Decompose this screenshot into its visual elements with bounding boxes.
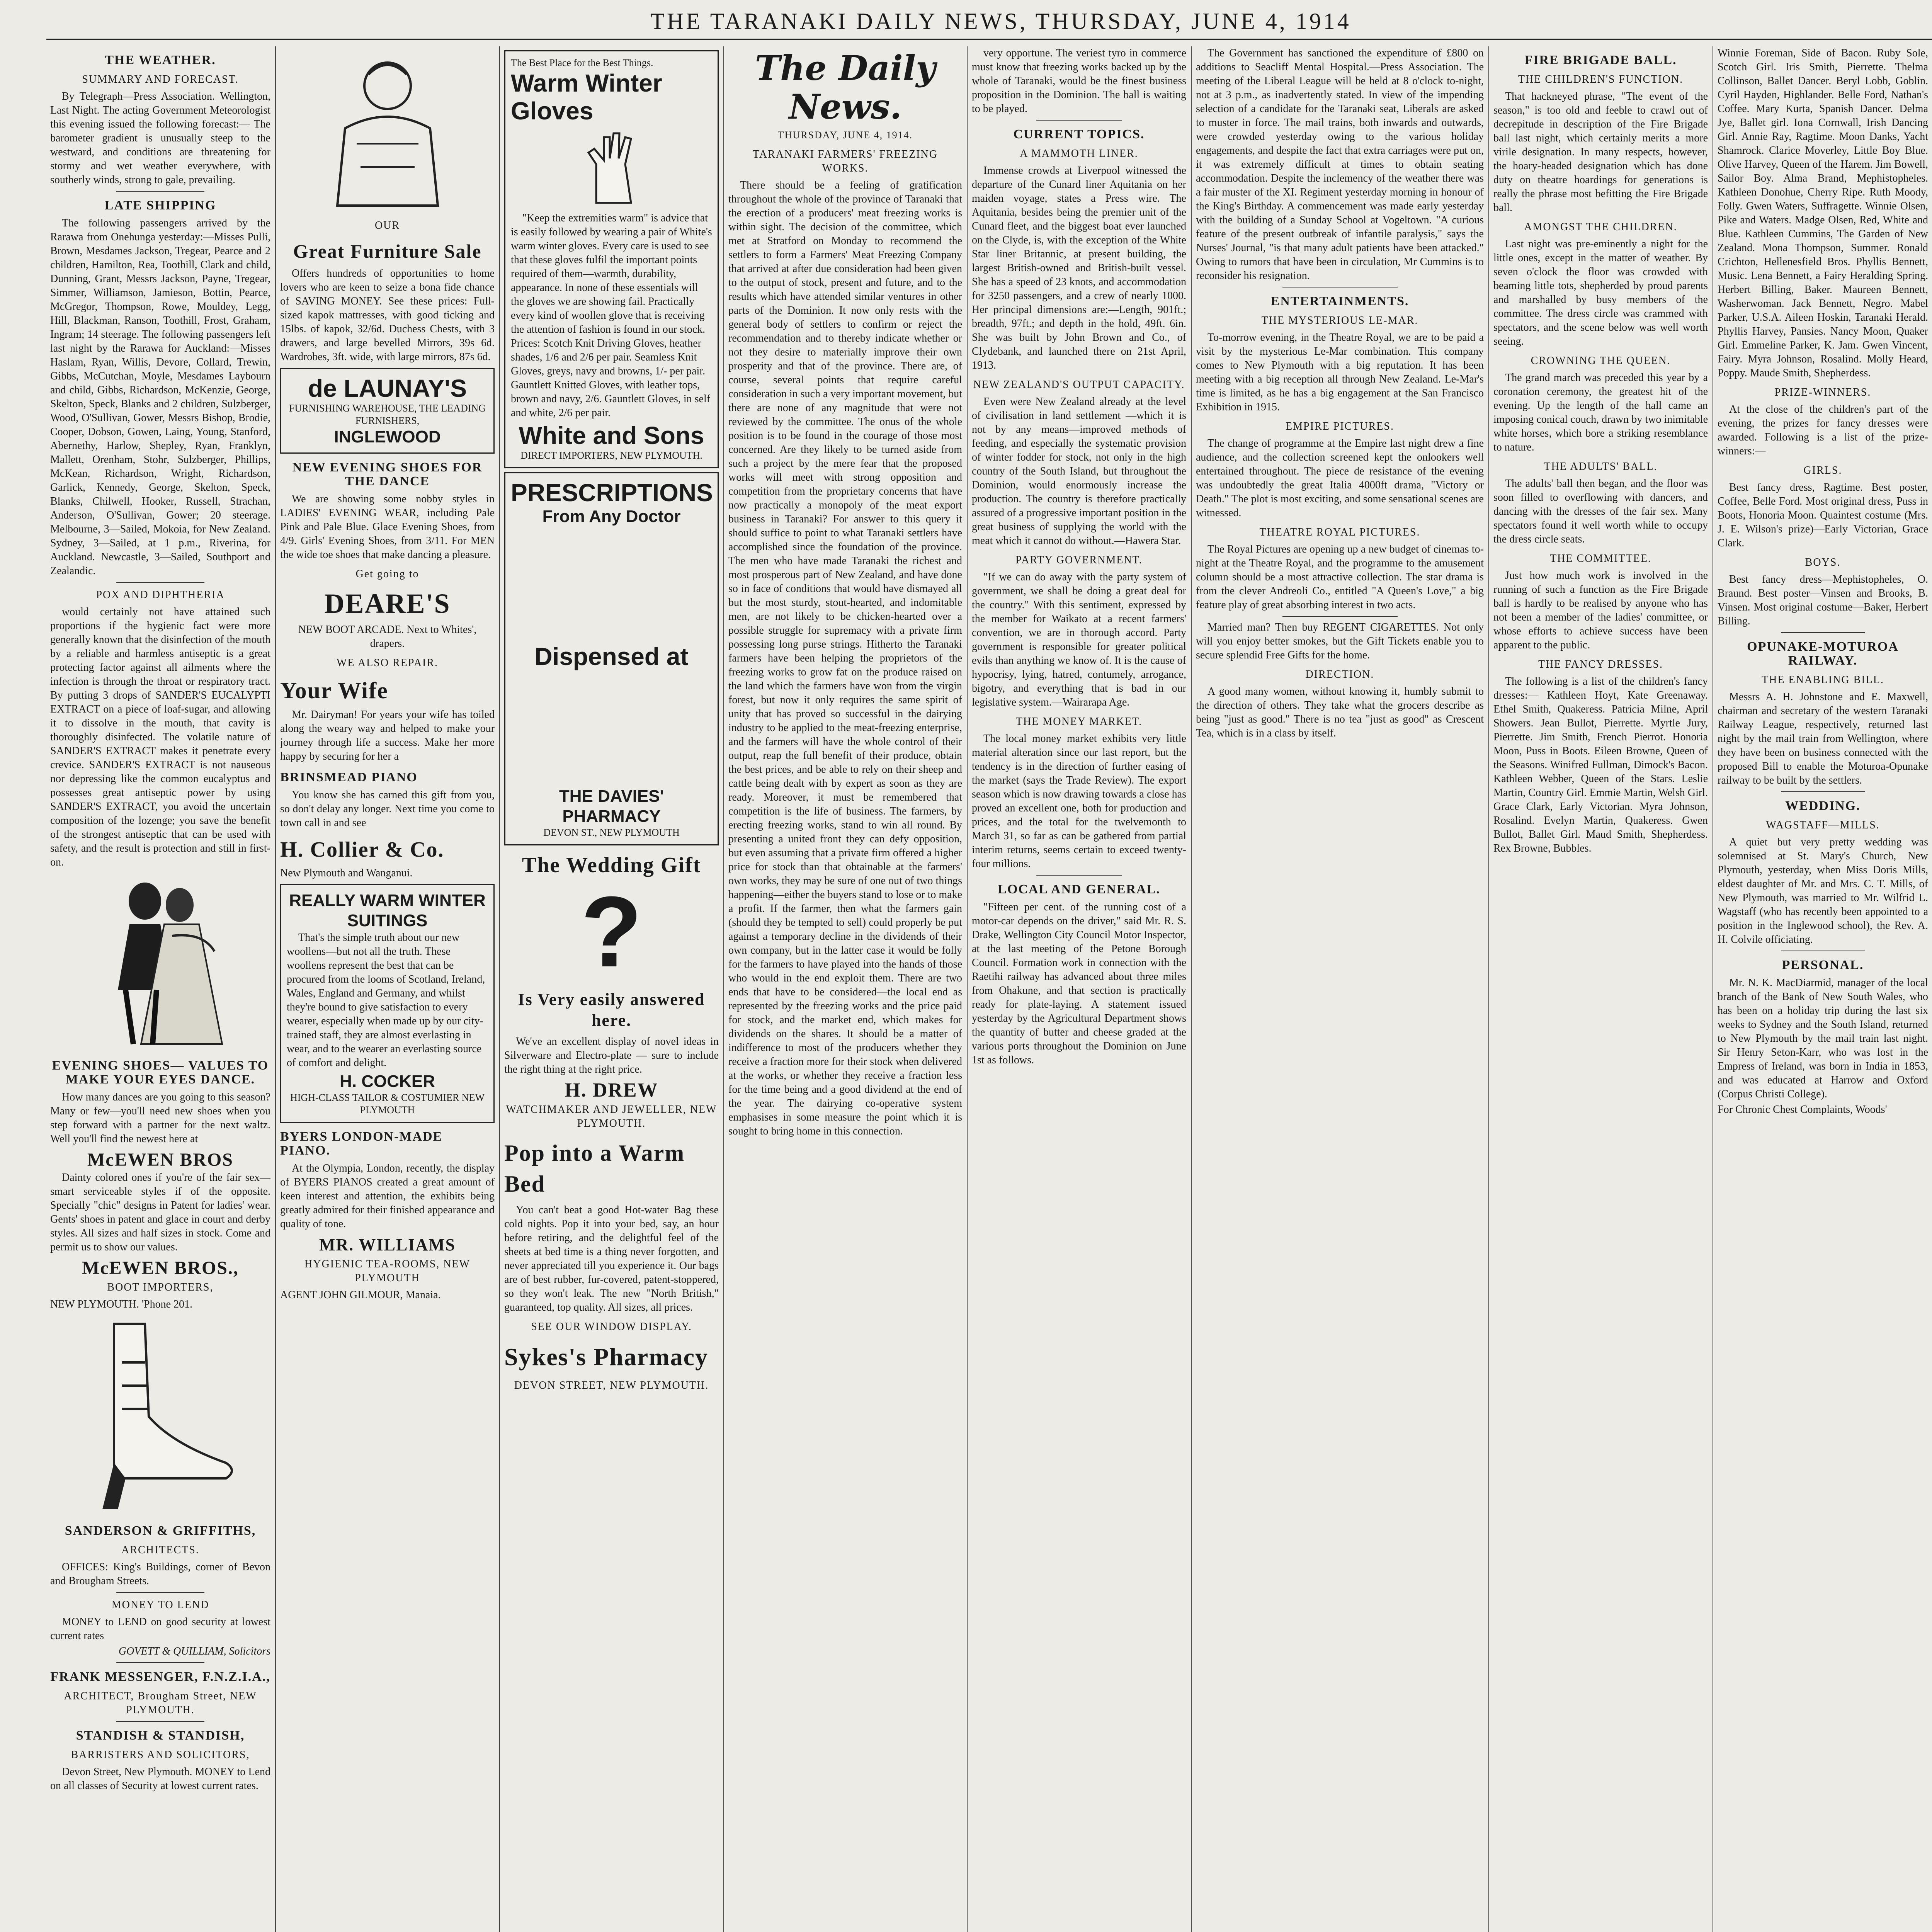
editorial-heading: TARANAKI FARMERS' FREEZING WORKS. — [753, 148, 938, 174]
warm-suitings-text: That's the simple truth about our new woollens—but not all the truth. These woollens represent the best that can be procured from the looms of Scotland, Ireland, Wales, England and Germany, and whilst they're bound to give satisfaction to every wearer, especially when made up by our city-trained staff, they are almost everlasting in wear, and to the wearer an everlasting source of comfort and delight. — [287, 932, 485, 1069]
childrens-function-text: That hackneyed phrase, "The event of the season," is too old and feeble to crawl out of decrepitude in description of the Fire Brigade ball last night, which certainly merits a more virile designation. In many respects, however, the hoary-headed designation which has done duty on theatre hoardings for generations is really the phrase most befitting the Fire Brigade ball. — [1493, 90, 1708, 214]
girls-text: Best fancy dress, Ragtime. Best poster, Coffee, Belle Ford. Most original dress, Puss in Boots, Honoria Moon. Quaintest costume (Mrs. J. E. Wilson's prize)—Early Victorian, Grace Clark. — [1718, 481, 1928, 549]
shoe-illustration — [79, 1316, 242, 1517]
amongst-children-heading: AMONGST THE CHILDREN. — [1524, 221, 1677, 233]
warm-suitings-ad — [280, 884, 495, 1123]
delaunay-town: INGLEWOOD — [334, 427, 441, 446]
whites-subheading: DIRECT IMPORTERS, NEW PLYMOUTH. — [520, 450, 702, 461]
mcewen-brand-2: McEWEN BROS., — [82, 1258, 239, 1278]
cocker-subheading: HIGH-CLASS TAILOR & COSTUMIER NEW PLYMOUTH — [290, 1092, 485, 1116]
prescriptions-ad — [504, 472, 719, 845]
your-wife-text: Mr. Dairyman! For years your wife has toiled along the weary way and helped to make your journey through life a success. Make her more happy by securing for her a — [280, 709, 495, 762]
collier-subheading: New Plymouth and Wanganui. — [280, 867, 413, 879]
williams-subheading: HYGIENIC TEA-ROOMS, NEW PLYMOUTH — [304, 1258, 470, 1284]
divider — [1036, 120, 1122, 121]
messenger-subheading: ARCHITECT, Brougham Street, NEW PLYMOUTH. — [64, 1690, 257, 1716]
evening-shoes-dance-heading: NEW EVENING SHOES FOR THE DANCE — [292, 460, 483, 488]
divider — [116, 191, 204, 192]
delaunay-subheading: FURNISHING WAREHOUSE, THE LEADING FURNISHERS, — [289, 403, 486, 426]
money-market-text: The local money market exhibits very little material alteration since our last report, but the tendency is in the direction of further easing of the market (says the Trade Review). The export season which is now drawing towards a close has proved an excellent one, both for production and prices, and the total for the twelvemonth to March 31, so far as can be gathered from partial interim returns, seems certain to exceed twenty-four millions. — [972, 733, 1186, 870]
williams-agent: AGENT JOHN GILMOUR, Manaia. — [280, 1289, 441, 1301]
wedding-gift-text: We've an excellent display of novel ideas in Silverware and Electro-plate — sure to include the right thing at the right price. — [504, 1036, 719, 1075]
money-name: GOVETT & QUILLIAM, Solicitors — [118, 1645, 270, 1657]
mcewen-text: Dainty colored ones if you're of the fair sex—smart serviceable styles if of the opposite. Specially "chic" designs in Patent for ladies' wear. Gents' shoes in patent and glace in court and derby styles. All sizes and half sizes in stock. Come and permit us to show our values. — [50, 1172, 270, 1253]
deare-subheading: NEW BOOT ARCADE. Next to Whites', drapers. — [298, 624, 477, 650]
lemar-heading: THE MYSTERIOUS LE-MAR. — [1261, 315, 1418, 327]
amongst-children-text: Last night was pre-eminently a night for the little ones, except in the matter of weather. By seven o'clock the floor was crowded with beaming little tots, shepherded by proud parents and marshalled by busy members of the committee. The dress circle was crammed with spectators, and the scene below was well worth seeing. — [1493, 238, 1708, 347]
girls-heading: GIRLS. — [1803, 464, 1842, 476]
committee-text: Just how much work is involved in the running of such a function as the Fire Brigade ball is hardly to be realised by anyone who has not been a member of the ladies' committee, or whose efforts to achieve success have been apparent to the public. — [1493, 570, 1708, 651]
pox-text: would certainly not have attained such proportions if the hygienic fact were more generally known that the disinfection of the mouth by a reliable and harmless antiseptic is a great protecting factor against all ailments where the infection is through the throat or respiratory tract. By putting 3 drops of SANDER'S EUCALYPTI EXTRACT on a piece of loaf-sugar, and allowing it to dissolve in the mouth, that cavity is thoroughly disinfected. The volatile nature of SANDER'S EXTRACT makes it penetrate every crevice. SANDER'S EXTRACT is not nauseous nor depressing like the common eucalyptus and possesses great antiseptic power by using SANDER'S EXTRACT, you avoid the uncertain composition of the lozenge; you save the benefit of the strongest antiseptic that can be used with safety, and the result is protection and still in first-on. — [50, 606, 270, 868]
gloves-ad — [504, 50, 719, 468]
regent-cigarettes-text: Married man? Then buy REGENT CIGARETTES. Not only will you enjoy better smokes, but the Gift Tickets enable you to secure splendid Free Gifts for the home. — [1196, 621, 1484, 661]
glove-icon — [573, 129, 650, 207]
sanderson-heading: SANDERSON & GRIFFITHS, — [65, 1524, 256, 1538]
editorial-text: There should be a feeling of gratification throughout the whole of the province of Taranaki that the erection of a producers' meat freezing works is within sight. The decision of the committee, which met at Stratford on Monday to recommend the settlers to form a Farmers' Meat Freezing Company that arrived at after due consideration had been given to the output of stock, present and future, and to the results which have attended similar ventures in other parts of the Dominion. It now only rests with the general body of settlers to confirm or reject the recommendation and to thereby indicate whether or not they desire to materially improve their own prosperity and that of the province. There are, of course, several points that require careful consideration in such a very important movement, but there are none of any magnitude that were not reviewed by the committee. The onus of the whole position is to be found in the courage of those most concerned. Are they likely to be turned aside from such a project by the mere fear that the proposed works will meet with strong opposition and competition from the proprietary concerns that have now practically a monopoly of the meat export business in Taranaki? For answer to this query it should suffice to point to what Taranaki settlers have accomplished since the foundation of the province. The men who have made Taranaki the richest and most prosperous part of New Zealand, and have done so in face of conditions that would have dismayed all but the most sturdy, stout-hearted, and indomitable men, are not likely to be chicken-hearted over a possible struggle for supremacy with a private firm possessing long purse strings. Hitherto the Taranaki farmers have been helping the proprietors of the freezing works to grow fat on the produce raised on the land which the farmers have won from the virgin forest, but now it only requires the same spirit of unity that has proved so successful in the dairying industry to be applied to the meat-freezing enterprise, and the farmers will have the whole control of their output, reap the full benefit of their produce, obtain the best prices, and be able to rely on their sheep and cattle being dealt with by expert as soon as they are ready. Moreover, it must be remembered that competition is the life of business. The farmers, by erecting freezing works, stand to win all round. By presenting a united front they can defy opposition, but even assuming that a private firm offered a higher price for stock than that obtainable at the farmers' own works, they may be sure of one out of two things happening—either the buyers stand to lose or to make a profit. If the farmer, then what the farmers gain (should they be tempted to sell) could properly be put against a temporary decline in the dividends of their own company, but in the latter case it would be folly for the farmers to have played into the hands of those who would in the end exploit them. There are two ends that have to be considered—the local end as represented by the freezing works and the price paid for stock, and the market end, which makes for dividends on the shares. It should be a matter of indifference to most of the producers whether they receive a fraction more for their stock when delivered at the works, or whether they receive a fraction less for the time being and a good dividend at the end of the year. The dairying co-operative system emphasises in some measure the point which it is sought to bring home in this connection. — [728, 179, 962, 1137]
fancy-dresses-text: The following is a list of the children's fancy dresses:— Kathleen Hoyt, Kate Greenaway. Ethel Smith, Quakeress. Patricia Milne, April Showers. Jean Bullot, Pierrette. Myrtle Jury, Pierrette. Jim Smith, French Pierrot. Honoria Moon, Puss in Boots. Eileen Browne, Queen of the Seasons. Winifred Fullman, Dimock's Bacon. Kathleen Webber, Queen of the Stars. Leslie Martin, Country Girl. Emmie Martin, Welsh Girl. Grace Clark, Early Victorian. Myra Johnson, Rosalind. Evelyn Martin, Quakeress. Gwen Bullot, Ballet Girl. Maud Smith, Shepherdess. Rex Browne, Bubbles. — [1493, 675, 1708, 854]
column-rule — [1191, 46, 1192, 1932]
pop-bed-text: You can't beat a good Hot-water Bag these cold nights. Pop it into your bed, say, an hour before retiring, and the delightful feel of the sheets at bed time is a thing never forgotten, and never appreciated till you experience it. Our bags are of best rubber, fur-covered, patent-stoppered, so they won't leak. The new "North British," guaranteed, top quality. All sizes, all prices. — [504, 1204, 719, 1313]
sykes-heading: Sykes's Pharmacy — [504, 1343, 708, 1371]
divider — [1781, 632, 1865, 633]
dancing-couple-illustration — [75, 874, 245, 1052]
column-5 — [972, 46, 1186, 1932]
evening-shoes-text: How many dances are you going to this season? Many or few—you'll need new shoes when you step forward with a partner for the next waltz. Well you'll find the newest here at — [50, 1091, 270, 1145]
column-rule — [1488, 46, 1489, 1932]
weather-heading: THE WEATHER. — [105, 53, 216, 67]
enabling-bill-text: Messrs A. H. Johnstone and E. Maxwell, chairman and secretary of the western Taranaki Railway League, respectively, returned last night by the mail train from Wellington, where they have been on business connected with the proposed Bill to enable the Moturoa-Opunake railway to be built by the settlers. — [1718, 691, 1928, 786]
gloves-heading: Warm Winter Gloves — [511, 69, 662, 125]
sykes-address: DEVON STREET, NEW PLYMOUTH. — [514, 1379, 709, 1391]
furniture-sale-heading: Great Furniture Sale — [293, 240, 482, 262]
money-text: MONEY to LEND on good security at lowest current rates — [50, 1616, 270, 1642]
standish-subheading: BARRISTERS AND SOLICITORS, — [71, 1749, 250, 1761]
liner-text: Immense crowds at Liverpool witnessed the departure of the Cunard liner Aquitania on her maiden voyage, states a Press wire. The Aquitania, besides being the premier unit of the Cunard fleet, and the biggest boat ever launched on the Clyde, is, with the exception of the White Star liner Britannic, at present building, the largest British-owned and British-built vessel. She has a speed of 23 knots, and accommodation for 3250 passengers, and a crew of nearly 1000. Her principal dimensions are:—Length, 901ft.; breadth, 97ft.; and depth in the hold, 49ft. 6in. She was built by John Brown and Co., of Clydebank, and launched there on 21st April, 1913. — [972, 165, 1186, 371]
liner-heading: A MAMMOTH LINER. — [1020, 148, 1138, 160]
wagstaff-mills-heading: WAGSTAFF—MILLS. — [1766, 819, 1880, 831]
drew-heading: H. DREW — [565, 1079, 658, 1101]
pox-heading: POX AND DIPHTHERIA — [96, 589, 225, 601]
current-topics-heading: CURRENT TOPICS. — [1013, 127, 1145, 141]
column-rule — [499, 46, 500, 1932]
brinsmead-text: You know she has carned this gift from you, so don't delay any longer. Next time you come to town call in and see — [280, 789, 495, 829]
masthead: THE TARANAKI DAILY NEWS, THURSDAY, JUNE 4, 1914 — [650, 9, 1351, 34]
deare-lead: Get going to — [355, 568, 419, 580]
editorial-continued: very opportune. The veriest tyro in commerce must know that freezing works backed up by the whole of Taranaki, would be the finest business proposition in the Dominion. The ball is waiting to be played. — [972, 47, 1186, 115]
wedding-heading: WEDDING. — [1785, 799, 1861, 813]
weather-subheading: SUMMARY AND FORECAST. — [82, 73, 239, 85]
gloves-tagline: The Best Place for the Best Things. — [511, 57, 653, 68]
lemar-text: To-morrow evening, in the Theatre Royal, we are to be paid a visit by the mysterious Le-Mar combination. This company comes to New Plymouth with a big reputation. It has been meeting with a big reception all through New Zealand. Le-Mar's time is limited, as he has a big engagement at the San Francisco Exhibition in 1915. — [1196, 332, 1484, 413]
railway-heading: OPUNAKE-MOTUROA RAILWAY. — [1747, 639, 1899, 668]
man-illustration — [322, 51, 453, 213]
byers-text: At the Olympia, London, recently, the display of BYERS PIANOS created a great amount of keen interest and attention, the exhibits being greatly admired for their finished appearance and quality of tone. — [280, 1162, 495, 1230]
fancy-dress-list: Winnie Foreman, Side of Bacon. Ruby Sole, Scotch Girl. Iris Smith, Pierrette. Thelma Collinson, Ballet Dancer. Beryl Lobb, Goblin. Cyril Hayden, Highlander. Belle Ford, Nathan's Coffee. Mary Kurta, Spanish Dancer. Delma Jye, Ballet girl. Iona Cornwall, Irish Dancing Girl. Annie Ray, Ragtime. Moon Danks, Yacht Shamrock. Clarice Moverley, Little Boy Blue. Olive Harvey, Queen of the Harem. Jim Bowell, Sailor Boy. Alma Brand, Mephistopheles. Kathleen Donohue, Cherry Ripe. Ruth Moody, Folly. Gwen Waters, Suffragette. Winnie Olsen, Pike and Waters. Madge Olsen, Red, White and Blue. Kathleen Cummins, The Garden of New Zealand. Mona Thompson, Summer. Ronald Crichton, Hellenesfield Bros. Phyllis Bennett, Music. Lena Bennett, a Fairy Heralding Spring. Herbert Billing, Baker. Maureen Bennett, Washerwoman. Jack Bennett, Negro. Mabel Parker, U.S.A. Aileen Hoskin, Taranaki Herald. Phyllis Harvey, Pansies. Nancy Moon, Quaker Girl. Emmeline Parker, K. Jam. Gwen Vincent, Fairy. Myra Johnson, Rosalind. Molly Heard, Poppy. Maude Smith, Shepherdess. — [1718, 47, 1928, 379]
crowning-queen-text: The grand march was preceded this year by a coronation ceremony, the greatest hit of the evening. Up the length of the hall came an imposing conical couch, drawn by two inimitable white horses, which bore a striking resemblance to nature. — [1493, 372, 1708, 453]
williams-heading: MR. WILLIAMS — [319, 1235, 456, 1254]
empire-heading: EMPIRE PICTURES. — [1286, 420, 1394, 432]
dispensed-at: Dispensed at — [534, 643, 689, 670]
collier-heading: H. Collier & Co. — [280, 838, 444, 862]
masthead-rule — [46, 39, 1932, 40]
entertainments-heading: ENTERTAINMENTS. — [1270, 294, 1409, 308]
divider — [116, 1662, 204, 1663]
prize-winners-heading: PRIZE-WINNERS. — [1774, 386, 1871, 398]
your-wife-heading: Your Wife — [280, 678, 388, 703]
weather-text: By Telegraph—Press Association. Wellington, Last Night. The acting Government Meteorologist this evening issued the following forecast:— The barometer gradient is unusually steep to the westward, and conditions are threatening for stormy and wet weather everywhere, with southerly winds, strong to gale, prevailing. — [50, 90, 270, 186]
shipping-heading: LATE SHIPPING — [104, 198, 216, 213]
drew-subheading: WATCHMAKER AND JEWELLER, NEW PLYMOUTH. — [506, 1104, 717, 1129]
column-3 — [504, 46, 719, 1932]
footer-ad: For Chronic Chest Complaints, Woods' — [1718, 1104, 1887, 1116]
column-7 — [1493, 46, 1708, 1932]
news-items-text: The Government has sanctioned the expenditure of £800 on additions to Seacliff Mental Hospital.—Press Association. The meeting of the Liberal League will be held at 8 o'clock to-night, not at 3 p.m., as inadvertently stated. In view of the impending selection of a candidate for the Taranaki seat, Liberals are asked to muster in force. The mail trains, both inwards and outwards, were crowded yesterday owing to the various holiday engagements, and despite the fact that extra carriages were put on, it was extremely difficult at times to obtain seating accommodation. Despite the inclemency of the weather there was a fair muster of the XI. Regiment yesterday morning in honour of the King's Birthday. A commencement was made early yesterday with the building of a Sunday School at Vogeltown. "A curious feature of the present outbreak of infantile paralysis," says the Nurses' Journal, "is that many adult patients have been attacked." Owing to rumors that have been in circulation, Mr Cummins is to reconsider his resignation. — [1196, 47, 1484, 282]
output-text: Even were New Zealand already at the level of civilisation in land settlement —which it is not by any means—improved methods of feeding, and especially the systematic provision of winter fodder for stock, not only in the high country of the South Island, but throughout the Dominion, would enormously increase the production. The country is therefore practically assured of a progressive important position in the great business of supplying the world with the meat which it cannot do without.—Hawera Star. — [972, 396, 1186, 547]
delaunay-ad — [280, 368, 495, 454]
local-general-text: "Fifteen per cent. of the running cost of a motor-car depends on the driver," said Mr. R. S. Drake, Wellington City Council Motor Inspector, at the last meeting of the Petone Borough Council. Formation work in connection with the Raetihi railway has advanced about three miles from Ohakune, and that section is practically ready for plate-laying. A statement issued yesterday by the Agricultural Department shows the quantity of butter and cheese graded at the various ports throughout the Dominion on June 1st as follows. — [972, 901, 1186, 1066]
question-mark: ? — [581, 876, 642, 988]
childrens-function-heading: THE CHILDREN'S FUNCTION. — [1518, 73, 1684, 85]
output-heading: NEW ZEALAND'S OUTPUT CAPACITY. — [973, 379, 1185, 391]
party-heading: PARTY GOVERNMENT. — [1015, 554, 1143, 566]
cocker-heading: H. COCKER — [340, 1072, 435, 1091]
theatre-royal-text: The Royal Pictures are opening up a new budget of cinemas to-night at the Theatre Royal, and the programme to the amusement column should be a most attractive collection. The star drama is from the clever Andreoli Co., entitled "A Queen's Love," a big feature play of great absorbing interest in two acts. — [1196, 543, 1484, 611]
sanderson-subheading: ARCHITECTS. — [121, 1544, 199, 1556]
window-display: SEE OUR WINDOW DISPLAY. — [531, 1321, 692, 1333]
column-4 — [728, 46, 962, 1932]
column-rule — [967, 46, 968, 1932]
prize-winners-text: At the close of the children's part of the evening, the prizes for fancy dresses were awarded. Following is a list of the prize-winners:— — [1718, 403, 1928, 457]
warm-suitings-heading: REALLY WARM WINTER SUITINGS — [289, 891, 486, 930]
column-2 — [280, 46, 495, 1932]
personal-text: Mr. N. K. MacDiarmid, manager of the local branch of the Bank of New South Wales, who has been on a holiday trip during the last six weeks to Sydney and the South Island, returned to New Plymouth by the mail train last night. Sir Henry Seton-Karr, who was lost in the Empress of Ireland, was born in India in 1853, and was educated at Harrow and Oxford (Corpus Christi College). — [1718, 977, 1928, 1100]
byers-heading: BYERS LONDON-MADE PIANO. — [280, 1129, 443, 1158]
evening-shoes-heading: EVENING SHOES— VALUES TO MAKE YOUR EYES DANCE. — [52, 1058, 269, 1087]
boys-text: Best fancy dress—Mephistopheles, O. Braund. Best poster—Vinsen and Brooks, B. Vinsen. Most original costume—Baker, Herbert Billing. — [1718, 573, 1928, 627]
pop-bed-heading: Pop into a Warm Bed — [504, 1140, 685, 1197]
divider — [116, 1592, 204, 1593]
enabling-bill-heading: THE ENABLING BILL. — [1762, 674, 1884, 686]
editorial-date: THURSDAY, JUNE 4, 1914. — [777, 129, 913, 141]
messenger-heading: FRANK MESSENGER, F.N.Z.I.A., — [50, 1670, 270, 1684]
prescriptions-heading: PRESCRIPTIONS — [511, 479, 713, 507]
crowning-queen-heading: CROWNING THE QUEEN. — [1531, 355, 1671, 367]
divider — [1036, 875, 1122, 876]
evening-shoes-dance-text: We are showing some nobby styles in LADIES' EVENING WEAR, including Pale Pink and Pale Blue. Glace Evening Shoes, from 4/9. Girls' Evening Shoes, from 3/11. For MEN the wide toe shoes that make dancing a pleasure. — [280, 493, 495, 561]
fire-brigade-ball-heading: FIRE BRIGADE BALL. — [1524, 53, 1677, 67]
gloves-text: "Keep the extremities warm" is advice that is easily followed by wearing a pair of White's warm winter gloves. Every care is used to see that these gloves fulfil the important points required of them—warmth, durability, appearance. In none of these essentials will the gloves we are showing fail. Practically every kind of woollen glove that is receiving the attention of fashion is found in our stock. Prices: Scotch Knit Driving Gloves, heather shades, 1/6 and 2/6 per pair. Seamless Knit Gloves, greys, navy and browns, 1/- per pair. Gauntlett Knitted Gloves, with leather tops, brown and navy, 2/6. Gauntlett Gloves, in self and white, 2/6 per pair. — [511, 212, 712, 419]
boys-heading: BOYS. — [1805, 556, 1841, 568]
fancy-dresses-heading: THE FANCY DRESSES. — [1538, 658, 1663, 670]
davies-address: DEVON ST., NEW PLYMOUTH — [543, 827, 680, 838]
column-rule — [723, 46, 724, 1932]
brinsmead-heading: BRINSMEAD PIANO — [280, 770, 418, 784]
money-market-heading: THE MONEY MARKET. — [1015, 716, 1143, 728]
standish-text: Devon Street, New Plymouth. MONEY to Lend on all classes of Security at lowest current rates. — [50, 1766, 270, 1792]
standish-heading: STANDISH & STANDISH, — [76, 1728, 245, 1743]
theatre-royal-heading: THEATRE ROYAL PICTURES. — [1259, 526, 1420, 538]
divider — [116, 1721, 204, 1722]
column-8 — [1718, 46, 1928, 1932]
direction-text: A good many women, without knowing it, humbly submit to the direction of others. They take what the grocers describe as being "just as good." There is no tea "just as good" as Crescent Tea, which is in a class by itself. — [1196, 685, 1484, 739]
daily-news-title: The Daily News. — [755, 48, 936, 127]
delaunay-heading: de LAUNAY'S — [308, 374, 467, 402]
furniture-sale-text: Offers hundreds of opportunities to home lovers who are keen to seize a bona fide chance of SAVING MONEY. See these prices: Full-sized kapok mattresses, with good ticking and 15lbs. of kapok, 32/6d. Duchess Chests, with 3 drawers, and large bevelled Mirrors, 39s 6d. Wardrobes, 3ft. wide, with large mirrors, 87s 6d. — [280, 267, 495, 363]
wedding-gift-heading: The Wedding Gift — [522, 853, 701, 877]
money-heading: MONEY TO LEND — [111, 1599, 209, 1611]
shipping-text: The following passengers arrived by the Rarawa from Onehunga yesterday:—Misses Pulli, Brown, Mesdames Jackson, Tregear, Pearce and 2 children, Hamilton, Rea, Toothill, Clark and child, Dunning, Grant, Messrs Jackson, Payne, Tregear, Simmer, Williamson, Jamieson, Bottin, Pearce, McGregor, Thompson, Rowe, Mouldey, Legg, Hill, Blackman, Ranson, Toothill, Frost, Graham, Ingram; 14 steerage. The following passengers left last night by the Rarawa for Auckland:—Misses Haslam, Ryan, Willis, Devore, Collard, Trewin, Gibbs, McCutchan, Moyle, Mesdames Laybourn and child, Gibbs, Richardson, McKenzie, George, Skelton, Speck, Blanks and 2 children, Sulzberger, Wood, O'Sullivan, Gower, Messrs Bishop, Brodie, Cooper, Dobson, Gowen, Laing, Young, Stanford, Abernethy, Harlow, Shepley, Ryan, Franklyn, Mallett, Orenham, Stohr, Sulzberger, Phillips, McKean, Richardson, Wright, Richardson, Garlick, Kennedy, George, Skelton, Speck, Blanks, Chilwell, Hooker, Russell, Strachan, Anderson, O'Sullivan, Gower; 20 steerage. Melbourne, 3—Sailed, Mokoia, for New Zealand. Sydney, 3—Sailed, at 1 p.m., Riverina, for Auckland. Newcastle, 3—Sailed, Southport and Zealandic. — [50, 217, 270, 577]
mcewen-brand: McEWEN BROS — [87, 1150, 233, 1170]
personal-heading: PERSONAL. — [1782, 958, 1864, 972]
empire-text: The change of programme at the Empire last night drew a fine audience, and the collection screened kept the onlookers well entertained throughout. The piece de resistance of the evening was undoubtedly the great Italia 4000ft drama, "Victory or Death." The plot is most exciting, and some sensational scenes are witnessed. — [1196, 437, 1484, 519]
column-rule — [275, 46, 276, 1932]
divider — [1282, 616, 1398, 617]
our-label: OUR — [374, 219, 400, 231]
adults-ball-heading: THE ADULTS' BALL. — [1544, 461, 1658, 473]
local-general-heading: LOCAL AND GENERAL. — [998, 882, 1160, 896]
wagstaff-mills-text: A quiet but very pretty wedding was solemnised at St. Mary's Church, New Plymouth, yesterday, when Miss Doris Mills, eldest daughter of Mr. and Mrs. C. T. Mills, of New Plymouth, was married to Mr. Wilfrid L. Wagstaff (who has recently been appointed to a position in the Inglewood school), the Rev. A. H. Colvile officiating. — [1718, 836, 1928, 946]
column-1 — [50, 46, 270, 1932]
party-text: "If we can do away with the party system of government, we shall be doing a great deal for the country." With this sentiment, expressed by the member for Waikato at a recent farmers' convention, we are in thorough accord. Party government is responsible for greater political evils than anything we know of. It is the cause of hypocrisy, lying, hatred, contumely, arrogance, bigotry, and everything that is bad in our legislative system.—Wairarapa Age. — [972, 571, 1186, 708]
deare-heading: DEARE'S — [324, 588, 451, 619]
sanderson-text: OFFICES: King's Buildings, corner of Bevon and Brougham Streets. — [50, 1561, 270, 1587]
whites-heading: White and Sons — [519, 422, 704, 449]
mcewen-subtitle: BOOT IMPORTERS, — [107, 1281, 214, 1293]
prescriptions-subheading: From Any Doctor — [542, 507, 681, 526]
adults-ball-text: The adults' ball then began, and the floor was soon filled to overflowing with dancers, and dancing with the dresses of the fair sex. Many spectators found it well worth while to occupy the dress circle seats. — [1493, 478, 1708, 545]
divider — [1781, 791, 1865, 792]
davies-pharmacy: THE DAVIES' PHARMACY — [559, 787, 664, 826]
answered-heading: Is Very easily answered here. — [518, 990, 705, 1030]
deare-repair: WE ALSO REPAIR. — [336, 657, 439, 669]
mcewen-address: NEW PLYMOUTH. 'Phone 201. — [50, 1298, 193, 1310]
committee-heading: THE COMMITTEE. — [1550, 553, 1651, 565]
column-6 — [1196, 46, 1484, 1932]
direction-heading: DIRECTION. — [1305, 668, 1374, 680]
divider — [116, 582, 204, 583]
